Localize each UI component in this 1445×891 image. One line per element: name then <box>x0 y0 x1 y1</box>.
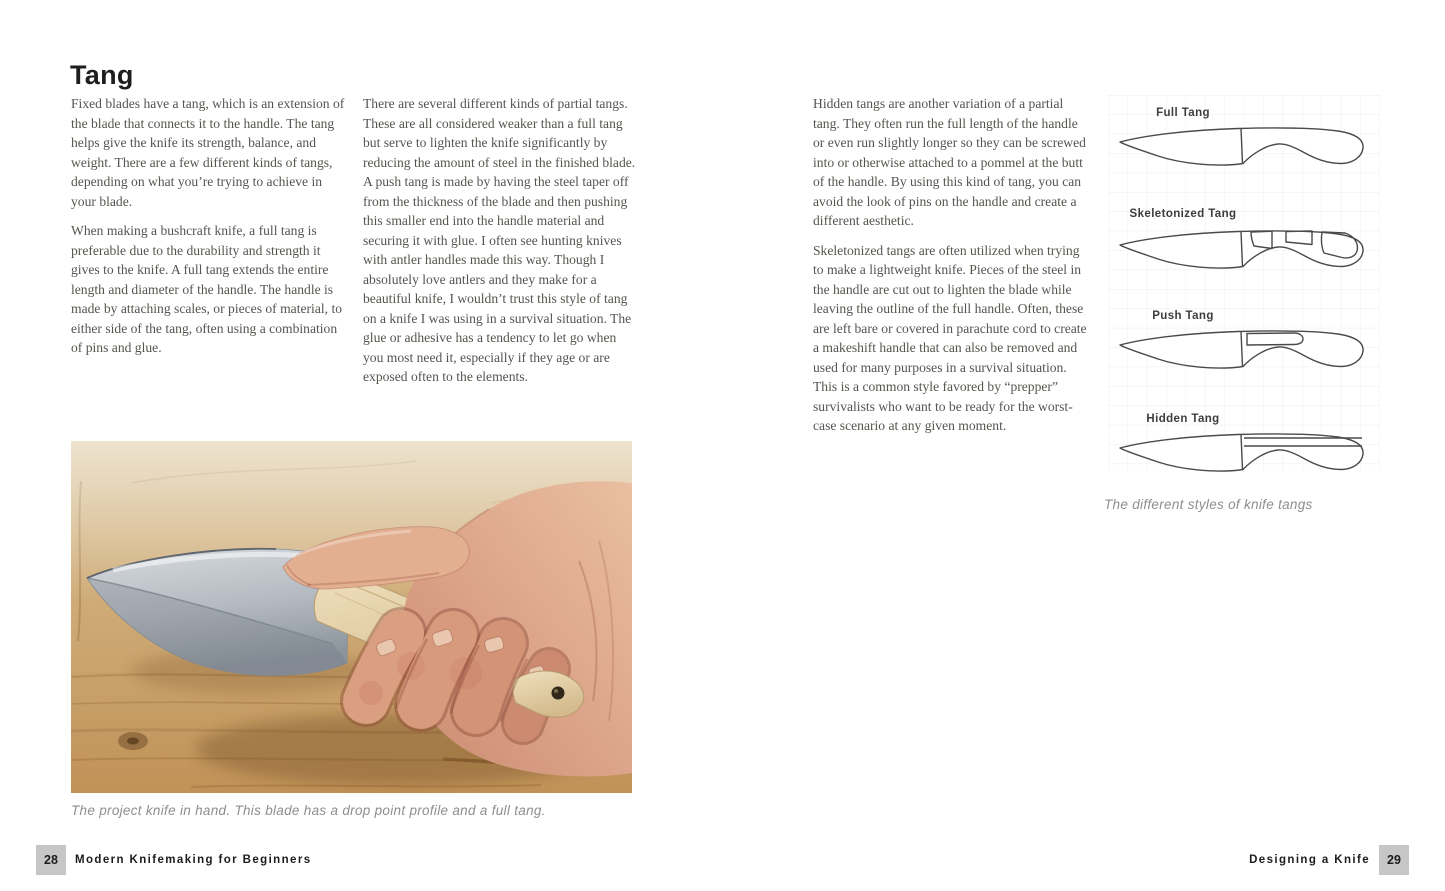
paragraph: Hidden tangs are another variation of a partial tang. They often run the full length of the handle or even run slightly longer so they can be screwed into or otherwise attached to a pommel at the butt of the handle. By using this kind of tang, you can avoid the look of pins on the handle and create a different aesthetic. <box>813 96 1086 228</box>
paragraph: Skeletonized tangs are often utilized when trying to make a lightweight knife. Pieces of the steel in the handle are cut out to lighten the blade while leaving the outline of the full handle. Often, these are left bare or covered in parachute cord to create a makeshift handle that can also be removed and used for many purposes in a survival situation. This is a common style favored by “prepper” survivalists who want to be ready for the worst-case scenario at any given moment. <box>813 242 1087 433</box>
paragraph: When making a bushcraft knife, a full tang is preferable due to the durability and strength it gives to the knife. A full tang extends the entire length and diameter of the handle. The handle is made by attaching scales, or pieces of material, to either side of the tang, often using a combination of pins and glue. <box>71 223 343 355</box>
tang-label-hidden: Hidden Tang <box>1146 413 1220 425</box>
lanyard-hole <box>552 687 565 700</box>
right-page-column <box>813 94 1090 446</box>
right-page-footer <box>1249 845 1409 875</box>
left-page-footer <box>36 845 312 875</box>
paragraph: There are several different kinds of partial tangs. These are all considered weaker than a full tang but serve to lighten the knife significantly by reducing the amount of steel in the finished blade. A push tang is made by having the steel taper off from the thickness of the blade and then pushing this smaller end into the handle material and securing it with glue. I often see hunting knives with antler handles made this way. Though I absolutely love antlers and they make for a beautiful knife, I wouldn’t trust this style of tang on a knife I was using in a survival situation. The glue or adhesive has a tendency to let go when you most need it, especially if they age or are exposed often to the elements. <box>363 96 636 384</box>
tang-label-skeletonized: Skeletonized Tang <box>1129 208 1237 220</box>
page-number-left: 28 <box>36 845 66 875</box>
left-page-column-2 <box>363 94 639 397</box>
photo-caption: The project knife in hand. This blade has a drop point profile and a full tang. <box>71 803 546 818</box>
paragraph: Fixed blades have a tang, which is an extension of the blade that connects it to the handle. The tang helps give the knife its strength, balance, and weight. There are a few different kinds of tangs, depending on what you’re trying to achieve in your blade. <box>71 96 345 209</box>
page-number-right: 29 <box>1379 845 1409 875</box>
tang-label-push: Push Tang <box>1152 310 1214 322</box>
left-page-column-1 <box>71 94 345 368</box>
project-knife-photo <box>71 441 632 793</box>
page-title: Tang <box>70 60 134 90</box>
diagram-caption: The different styles of knife tangs <box>1104 497 1313 512</box>
tang-diagram <box>1105 93 1383 523</box>
knife-in-hand-illustration <box>71 441 632 793</box>
chapter-title: Designing a Knife <box>1249 854 1370 866</box>
tang-label-full: Full Tang <box>1156 107 1210 119</box>
book-title: Modern Knifemaking for Beginners <box>75 854 312 866</box>
